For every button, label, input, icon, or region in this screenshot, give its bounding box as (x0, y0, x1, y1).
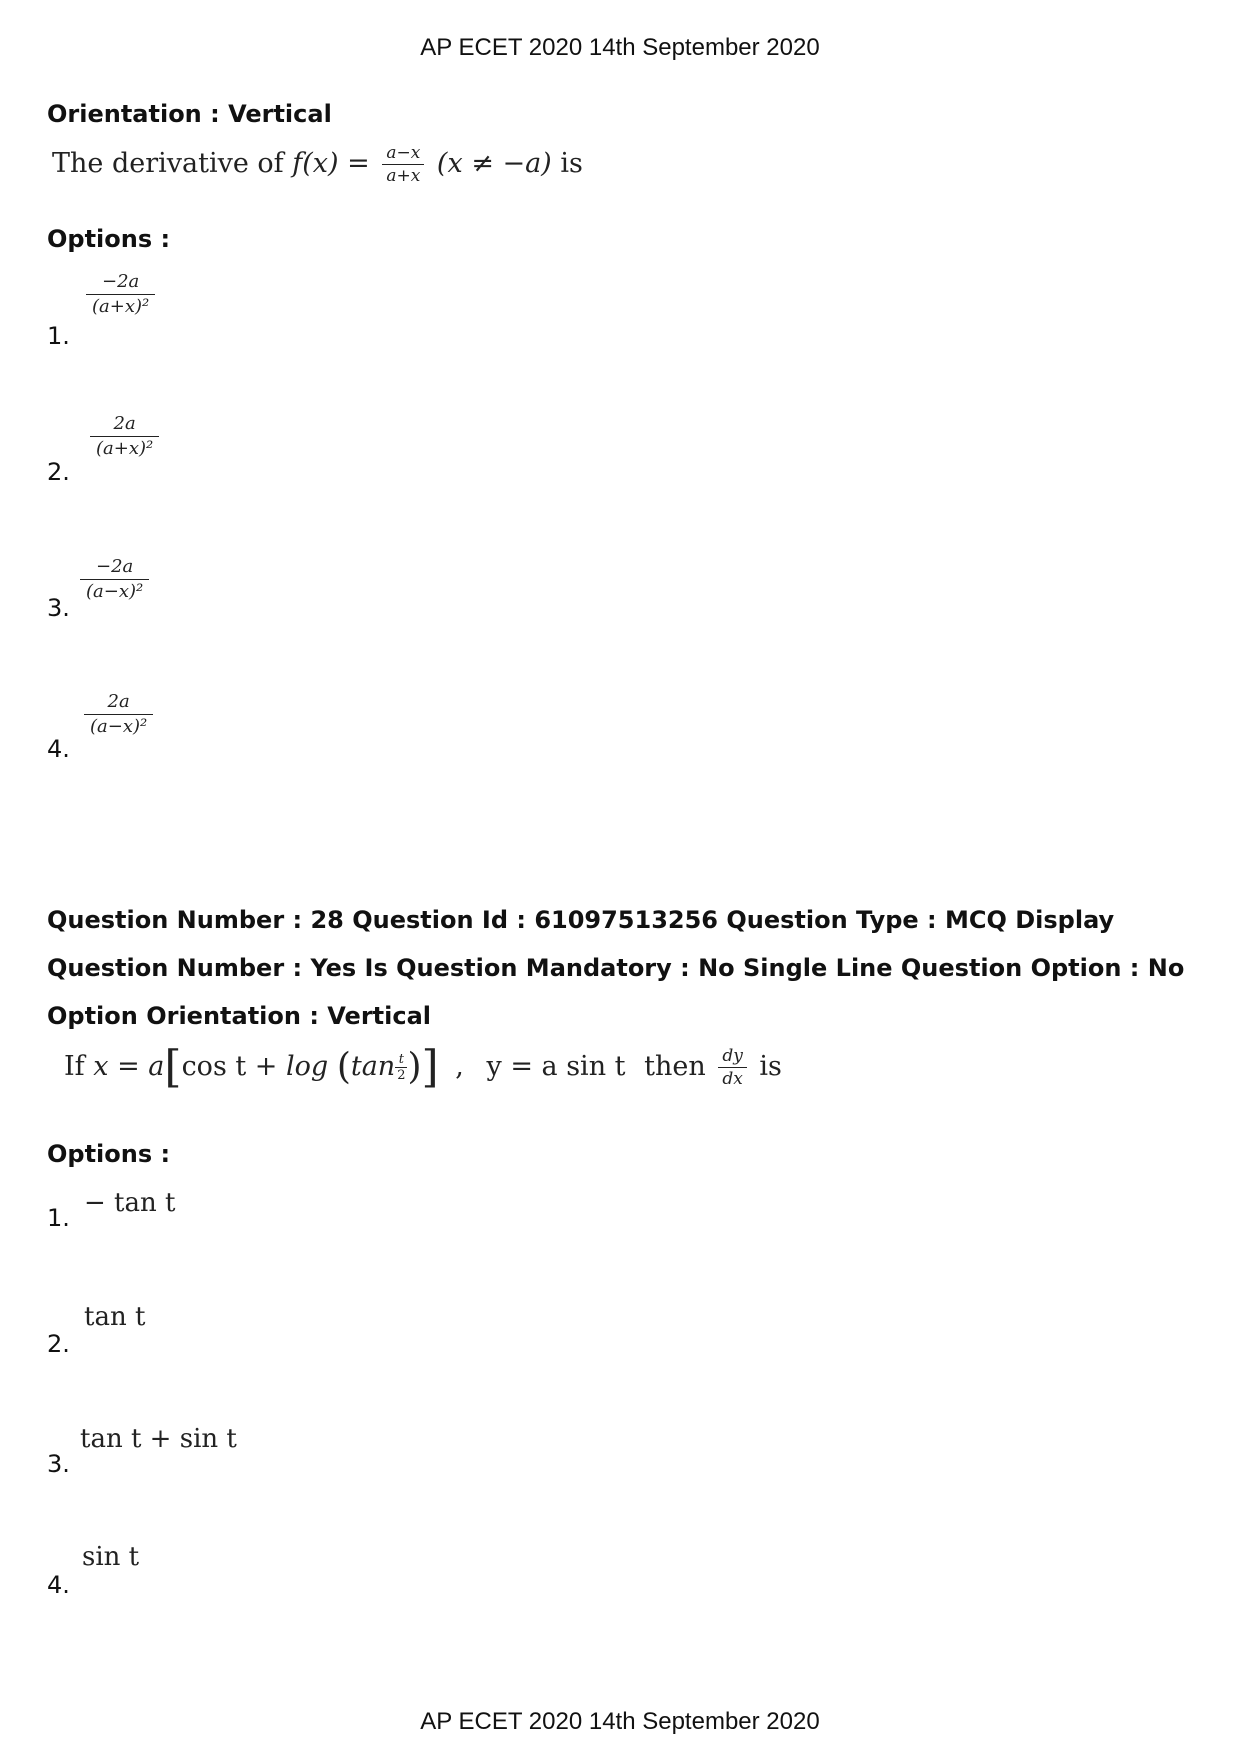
q27-stem (52, 142, 583, 187)
q27-option-2-numerator: 2a (90, 412, 159, 437)
q28-stem-comma: , (455, 1051, 464, 1082)
q28-stem-paren-open: ( (336, 1046, 351, 1088)
page-header: AP ECET 2020 14th September 2020 (420, 34, 820, 61)
q27-stem-prefix: The derivative of (52, 148, 293, 179)
page-footer: AP ECET 2020 14th September 2020 (420, 1708, 820, 1735)
q28-stem-if: If (64, 1051, 85, 1082)
q28-stem-then: then (644, 1051, 706, 1082)
q27-option-1-denominator: (a+x)² (92, 296, 150, 317)
q27-stem-fx: f(x) = (292, 148, 370, 179)
q28-options-label: Options : (47, 1140, 171, 1168)
q28-stem-cos: cos t + (181, 1051, 287, 1082)
q27-option-3[interactable] (80, 555, 149, 604)
q27-stem-denominator: a+x (386, 166, 421, 186)
q27-option-2-denominator: (a+x)² (96, 438, 154, 459)
q27-stem-suffix: is (560, 148, 583, 179)
q28-stem-two: 2 (397, 1068, 406, 1083)
q27-option-3-number: 3. (47, 594, 70, 622)
q28-stem-bracket-open: [ (164, 1041, 182, 1093)
q27-option-4-numerator: 2a (84, 690, 153, 715)
q28-option-3[interactable]: tan t + sin t (80, 1424, 237, 1454)
q28-option-2[interactable]: tan t (84, 1302, 146, 1332)
q28-option-1-number: 1. (47, 1204, 70, 1232)
q27-option-3-numerator: −2a (80, 555, 149, 580)
q27-stem-fraction (382, 142, 424, 187)
q28-stem-log: log (286, 1051, 329, 1082)
q28-stem-x: x = a (93, 1051, 165, 1082)
q28-option-2-number: 2. (47, 1330, 70, 1358)
q27-orientation: Orientation : Vertical (47, 100, 332, 128)
q27-option-4-number: 4. (47, 735, 70, 763)
q28-option-3-number: 3. (47, 1450, 70, 1478)
q28-stem-dx: dx (722, 1069, 743, 1089)
q28-option-1[interactable]: − tan t (84, 1188, 176, 1218)
q27-stem-numerator: a−x (382, 142, 424, 165)
q27-stem-condition: (x ≠ −a) (436, 148, 552, 179)
q28-stem-t: t (395, 1052, 407, 1068)
q28-stem-derivative (718, 1045, 747, 1090)
q28-stem-is: is (759, 1051, 782, 1082)
q28-stem-tan: tan (350, 1051, 396, 1082)
q27-option-1-number: 1. (47, 322, 70, 350)
q28-stem-y: y = a sin t (486, 1051, 626, 1082)
q27-option-1-numerator: −2a (86, 270, 155, 295)
q28-meta: Question Number : 28 Question Id : 61097513256 Question Type : MCQ Display Question Number : Yes Is Question Mandatory : No Single Line Question Option : No Option Orientation : Vertical (47, 906, 1185, 1030)
q27-option-4[interactable] (84, 690, 153, 739)
q27-option-3-denominator: (a−x)² (86, 581, 144, 602)
q28-option-4[interactable]: sin t (82, 1542, 140, 1572)
q28-stem-paren-close: ) (407, 1046, 422, 1088)
q27-option-2[interactable] (90, 412, 159, 461)
q27-options-label: Options : (47, 225, 171, 253)
q27-option-4-denominator: (a−x)² (90, 716, 148, 737)
q28-stem-bracket-close: ] (421, 1041, 439, 1093)
q27-option-1[interactable] (86, 270, 155, 319)
q28-stem (64, 1041, 782, 1093)
q28-stem-dy: dy (718, 1045, 747, 1068)
q28-option-4-number: 4. (47, 1571, 70, 1599)
q28-stem-t-over-2 (395, 1052, 407, 1083)
q27-option-2-number: 2. (47, 458, 70, 486)
